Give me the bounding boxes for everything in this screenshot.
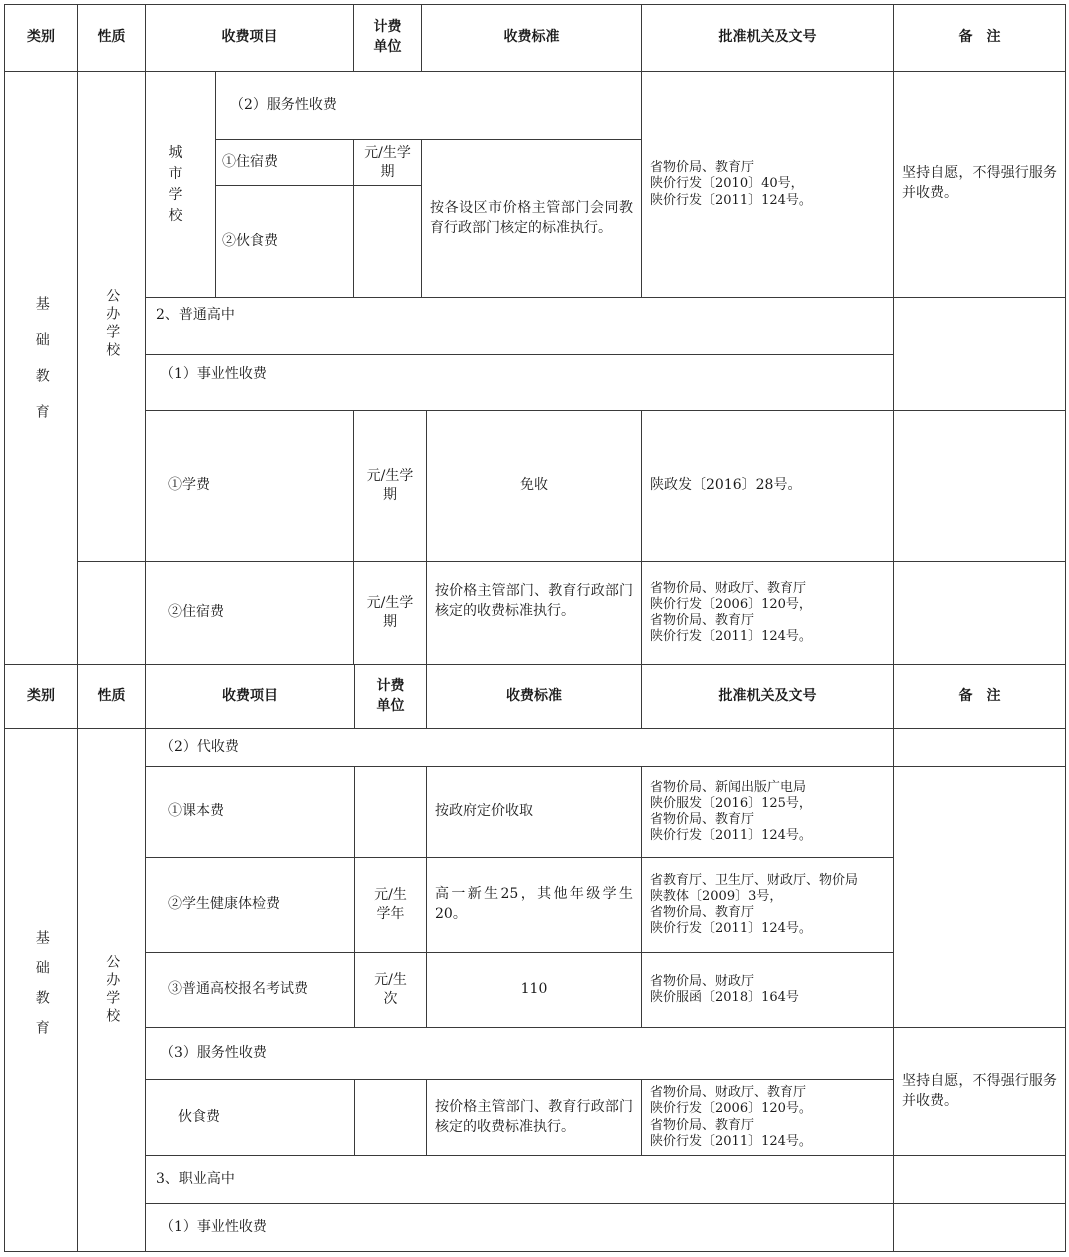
hs-dorm-standard-cell: 按价格主管部门、教育行政部门核定的收费标准执行。 [426, 561, 642, 665]
collect-fee-row: （2）代收费 [145, 728, 894, 767]
header-authority: 批准机关及文号 [641, 4, 894, 72]
city-standard-cell: 按各设区市价格主管部门会同教育行政部门核定的标准执行。 [421, 139, 642, 298]
collect-remark-cell [893, 766, 1066, 1028]
header2-nature: 性质 [77, 664, 146, 729]
high-school-row: 2、普通高中 [145, 297, 894, 355]
health-standard-cell: 高一新生25，其他年级学生20。 [426, 857, 642, 953]
header-unit: 计费单位 [353, 4, 422, 72]
service-fee-row: （2）服务性收费 [215, 71, 642, 140]
dorm-fee-cell: ①住宿费 [215, 139, 354, 186]
food-cell: 伙食费 [145, 1079, 355, 1156]
header-category: 类别 [4, 4, 78, 72]
category-text: 基础教育 [33, 296, 50, 440]
nature-empty-cell [77, 561, 146, 665]
public-fee2-remark-cell [893, 1203, 1066, 1252]
category2-cell [4, 728, 78, 1252]
header2-category: 类别 [4, 664, 78, 729]
header-standard: 收费标准 [421, 4, 642, 72]
service-fee2-row: （3）服务性收费 [145, 1027, 894, 1080]
health-unit-cell: 元/生学年 [354, 857, 427, 953]
header2-standard: 收费标准 [426, 664, 642, 729]
vocational-row: 3、职业高中 [145, 1155, 894, 1204]
health-authority-cell: 省教育厅、卫生厅、财政厅、物价局 陕教体〔2009〕3号， 省物价局、教育厅 陕价行发〔2011〕124号。 [641, 857, 894, 953]
food-standard-cell: 按价格主管部门、教育行政部门核定的收费标准执行。 [426, 1079, 642, 1156]
nature2-text: 公办学校 [104, 954, 121, 1026]
hs-dorm-remark-cell [893, 561, 1066, 665]
header2-item: 收费项目 [145, 664, 355, 729]
exam-authority-cell: 省物价局、财政厅 陕价服函〔2018〕164号 [641, 952, 894, 1028]
exam-unit-cell: 元/生次 [354, 952, 427, 1028]
nature-cell [77, 71, 146, 562]
category2-text: 基础教育 [33, 930, 50, 1050]
tuition-standard-cell: 免收 [426, 410, 642, 562]
nature-text: 公办学校 [104, 288, 121, 360]
header2-authority: 批准机关及文号 [641, 664, 894, 729]
hs-dorm-authority-cell: 省物价局、财政厅、教育厅 陕价行发〔2006〕120号， 省物价局、教育厅 陕价行发〔2011〕124号。 [641, 561, 894, 665]
city-remark-cell: 坚持自愿，不得强行服务并收费。 [893, 71, 1066, 298]
city-school-cell [145, 71, 216, 298]
tuition-cell: ①学费 [145, 410, 354, 562]
food-fee-cell: ②伙食费 [215, 185, 354, 298]
hs-dorm-cell: ②住宿费 [145, 561, 354, 665]
dorm-unit-cell: 元/生学期 [353, 139, 422, 186]
category-cell [4, 71, 78, 665]
exam-standard-cell: 110 [426, 952, 642, 1028]
health-cell: ②学生健康体检费 [145, 857, 355, 953]
header-remark: 备 注 [893, 4, 1066, 72]
textbook-unit-cell [354, 766, 427, 858]
food-remark-cell: 坚持自愿，不得强行服务并收费。 [893, 1027, 1066, 1156]
nature2-cell [77, 728, 146, 1252]
high-school-remark-cell [893, 297, 1066, 411]
exam-cell: ③普通高校报名考试费 [145, 952, 355, 1028]
public-fee-row: （1）事业性收费 [145, 354, 894, 411]
food-unit-cell [353, 185, 422, 298]
city-authority-cell: 省物价局、教育厅 陕价行发〔2010〕40号， 陕价行发〔2011〕124号。 [641, 71, 894, 298]
textbook-cell: ①课本费 [145, 766, 355, 858]
tuition-remark-cell [893, 410, 1066, 562]
textbook-standard-cell: 按政府定价收取 [426, 766, 642, 858]
food-authority-cell: 省物价局、财政厅、教育厅 陕价行发〔2006〕120号。 省物价局、教育厅 陕价行发〔2011〕124号。 [641, 1079, 894, 1156]
header-nature: 性质 [77, 4, 146, 72]
header-item: 收费项目 [145, 4, 354, 72]
tuition-unit-cell: 元/生学期 [353, 410, 427, 562]
vocational-remark-cell [893, 1155, 1066, 1204]
city-school-text: 城市学校 [168, 144, 193, 224]
header2-unit: 计费单位 [354, 664, 427, 729]
food-unit2-cell [354, 1079, 427, 1156]
hs-dorm-unit-cell: 元/生学期 [353, 561, 427, 665]
public-fee2-row: （1）事业性收费 [145, 1203, 894, 1252]
textbook-authority-cell: 省物价局、新闻出版广电局 陕价服发〔2016〕125号， 省物价局、教育厅 陕价行发〔2011〕124号。 [641, 766, 894, 858]
collect-fee-remark [893, 728, 1066, 767]
header2-remark: 备 注 [893, 664, 1066, 729]
tuition-authority-cell: 陕政发〔2016〕28号。 [641, 410, 894, 562]
